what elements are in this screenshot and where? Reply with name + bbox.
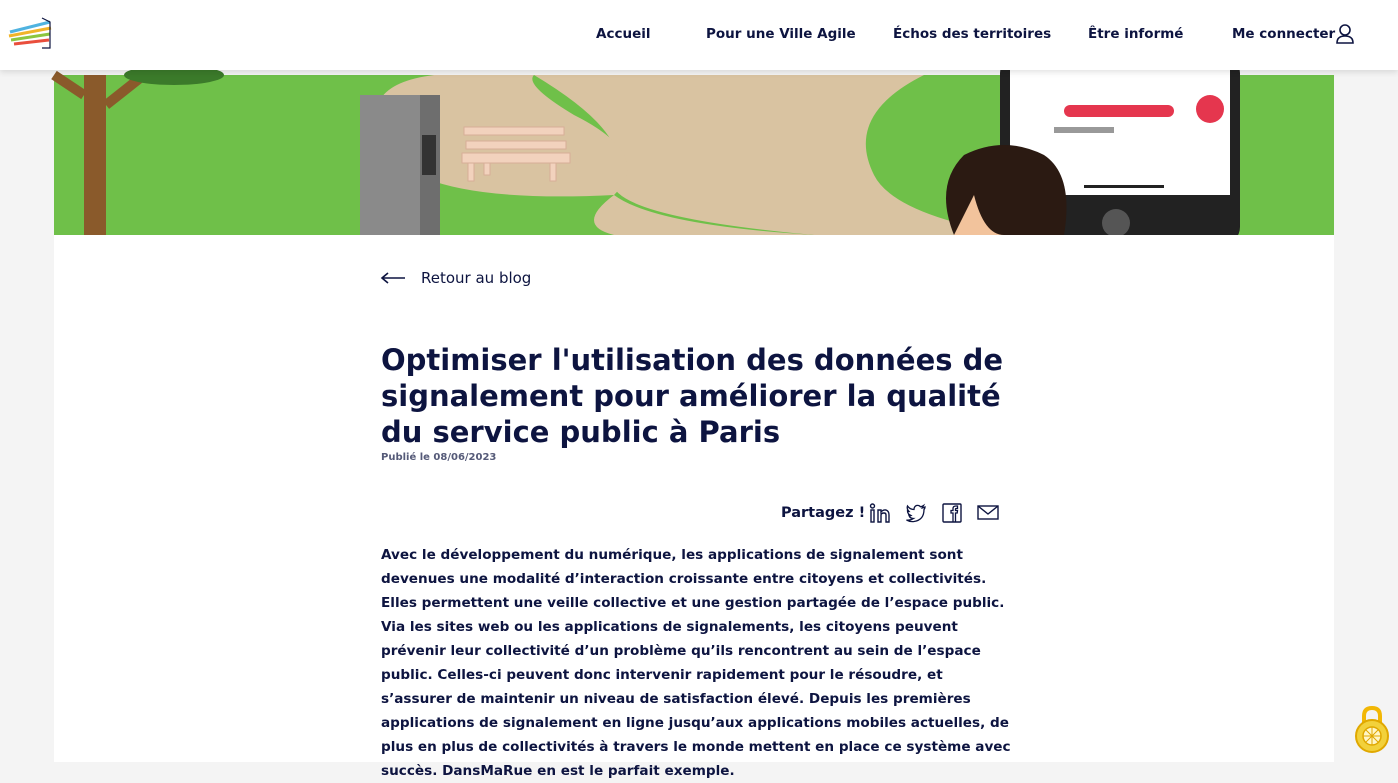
facebook-icon[interactable] [941,502,963,524]
nav-echos-territoires[interactable]: Échos des territoires [893,26,1052,42]
park-illustration [54,75,1334,235]
back-to-blog-label: Retour au blog [421,269,532,287]
back-to-blog-link[interactable] [381,266,531,290]
cookie-consent-lock-icon[interactable] [1352,704,1392,754]
mail-icon[interactable] [977,502,999,524]
twitter-icon[interactable] [905,502,927,524]
linkedin-icon[interactable] [869,502,891,524]
user-icon[interactable] [1335,23,1355,45]
publish-date: Publié le 08/06/2023 [381,452,497,463]
arrow-left-icon [381,272,405,284]
article-intro-paragraph: Avec le développement du numérique, les applications de signalement sont devenues une modalité d’interaction croissante entre citoyens et collectivités. Elles permettent une veille collective et une gestion partagée de l’espace public. Via les sites web ou les applications de signalements, les citoyens peuvent prévenir leur collectivité d’un problème qu’ils rencontrent au sein de l’espace public. Celles-ci peuvent donc intervenir rapidement pour le résoudre, et s’assurer de maintenir un niveau de satisfaction élevé. Depuis les premières applications de signalement en ligne jusqu’aux applications mobiles actuelles, de plus en plus de collectivités à travers le monde mettent en place ce système avec succès. DansMaRue en est le parfait exemple. [381,547,1011,779]
article-title: Optimiser l'utilisation des données de signalement pour améliorer la qualité du service public à Paris [381,343,1004,449]
hero-illustration [54,75,1334,235]
site-logo[interactable] [6,14,54,52]
share-label: Partagez ! [781,505,866,521]
nav-me-connecter[interactable]: Me connecter [1232,26,1336,42]
nav-etre-informe[interactable]: Être informé [1088,26,1184,42]
site-header [0,0,1398,70]
nav-accueil[interactable]: Accueil [596,26,651,42]
nav-ville-agile[interactable]: Pour une Ville Agile [706,26,856,42]
